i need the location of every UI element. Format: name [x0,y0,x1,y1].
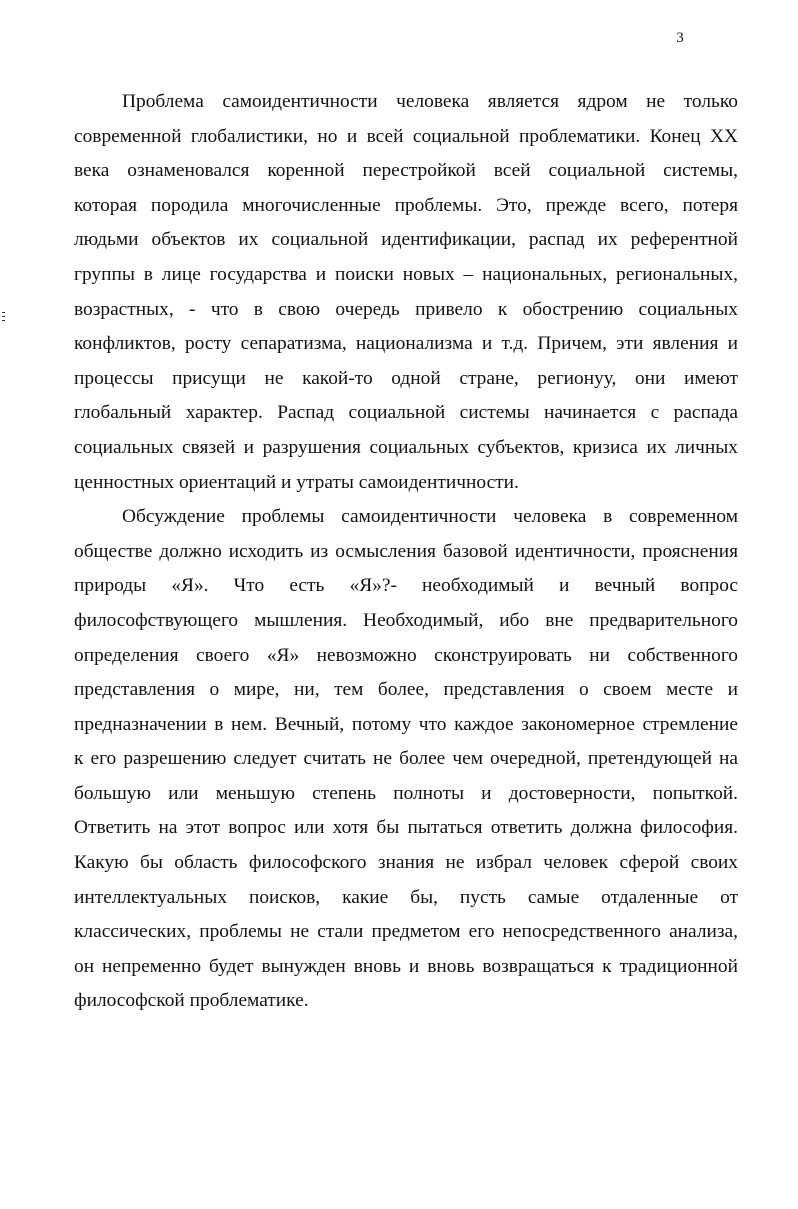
text-line: которая породила многочисленные проблемы. Это, прежде всего, потеря [74,194,738,216]
text-line: к его разрешению следует считать не более чем очередной, претендующей на [74,748,738,770]
text-line: конфликтов, росту сепаратизма, национализма и т.д. Причем, эти явления и [74,333,738,355]
text-line: философствующего мышления. Необходимый, ибо вне предварительного [74,609,738,631]
text-line: природы «Я». Что есть «Я»?- необходимый и вечный вопрос [74,575,738,597]
text-line: Какую бы область философского знания не избрал человек сферой своих [74,852,738,874]
page-number: 3 [676,30,684,46]
text-line: процессы присущи не какой-то одной стране, регионуу, они имеют [74,367,738,389]
text-line: возрастных, - что в свою очередь привело к обострению социальных [74,298,738,320]
text-line: глобальный характер. Распад социальной системы начинается с распада [74,402,738,424]
text-line: Обсуждение проблемы самоидентичности человека в современном [122,506,738,528]
text-line: классических, проблемы не стали предметом его непосредственного анализа, [74,921,738,943]
text-line: социальных связей и разрушения социальных субъектов, кризиса их личных [74,436,738,458]
document-body [74,85,738,1019]
text-line: Ответить на этот вопрос или хотя бы пытаться ответить должна философия. [74,817,738,839]
text-line: ценностных ориентаций и утраты самоидентичности. [74,471,519,493]
paragraph-1 [74,85,738,500]
text-line: интеллектуальных поисков, какие бы, пусть самые отдаленные от [74,886,738,908]
text-line: определения своего «Я» невозможно сконструировать ни собственного [74,644,738,666]
text-line: Проблема самоидентичности человека является ядром не только [122,91,738,112]
text-line: представления о мире, ни, тем более, представления о своем месте и [74,679,738,701]
text-line: философской проблематике. [74,990,309,1012]
text-line: предназначении в нем. Вечный, потому что каждое закономерное стремление [74,713,738,735]
text-line: обществе должно исходить из осмысления базовой идентичности, прояснения [74,540,738,562]
text-line: людьми объектов их социальной идентификации, распад их референтной [74,229,738,251]
text-line: века ознаменовался коренной перестройкой всей социальной системы, [74,160,738,182]
text-line: большую или меньшую степень полноты и достоверности, попыткой. [74,782,738,804]
text-line: он непременно будет вынужден вновь и вновь возвращаться к традиционной [74,955,738,977]
paragraph-2 [74,500,738,1019]
margin-mark [2,312,6,326]
text-line: группы в лице государства и поиски новых – национальных, региональных, [74,263,738,285]
text-line: современной глобалистики, но и всей социальной проблематики. Конец XX [74,125,738,147]
